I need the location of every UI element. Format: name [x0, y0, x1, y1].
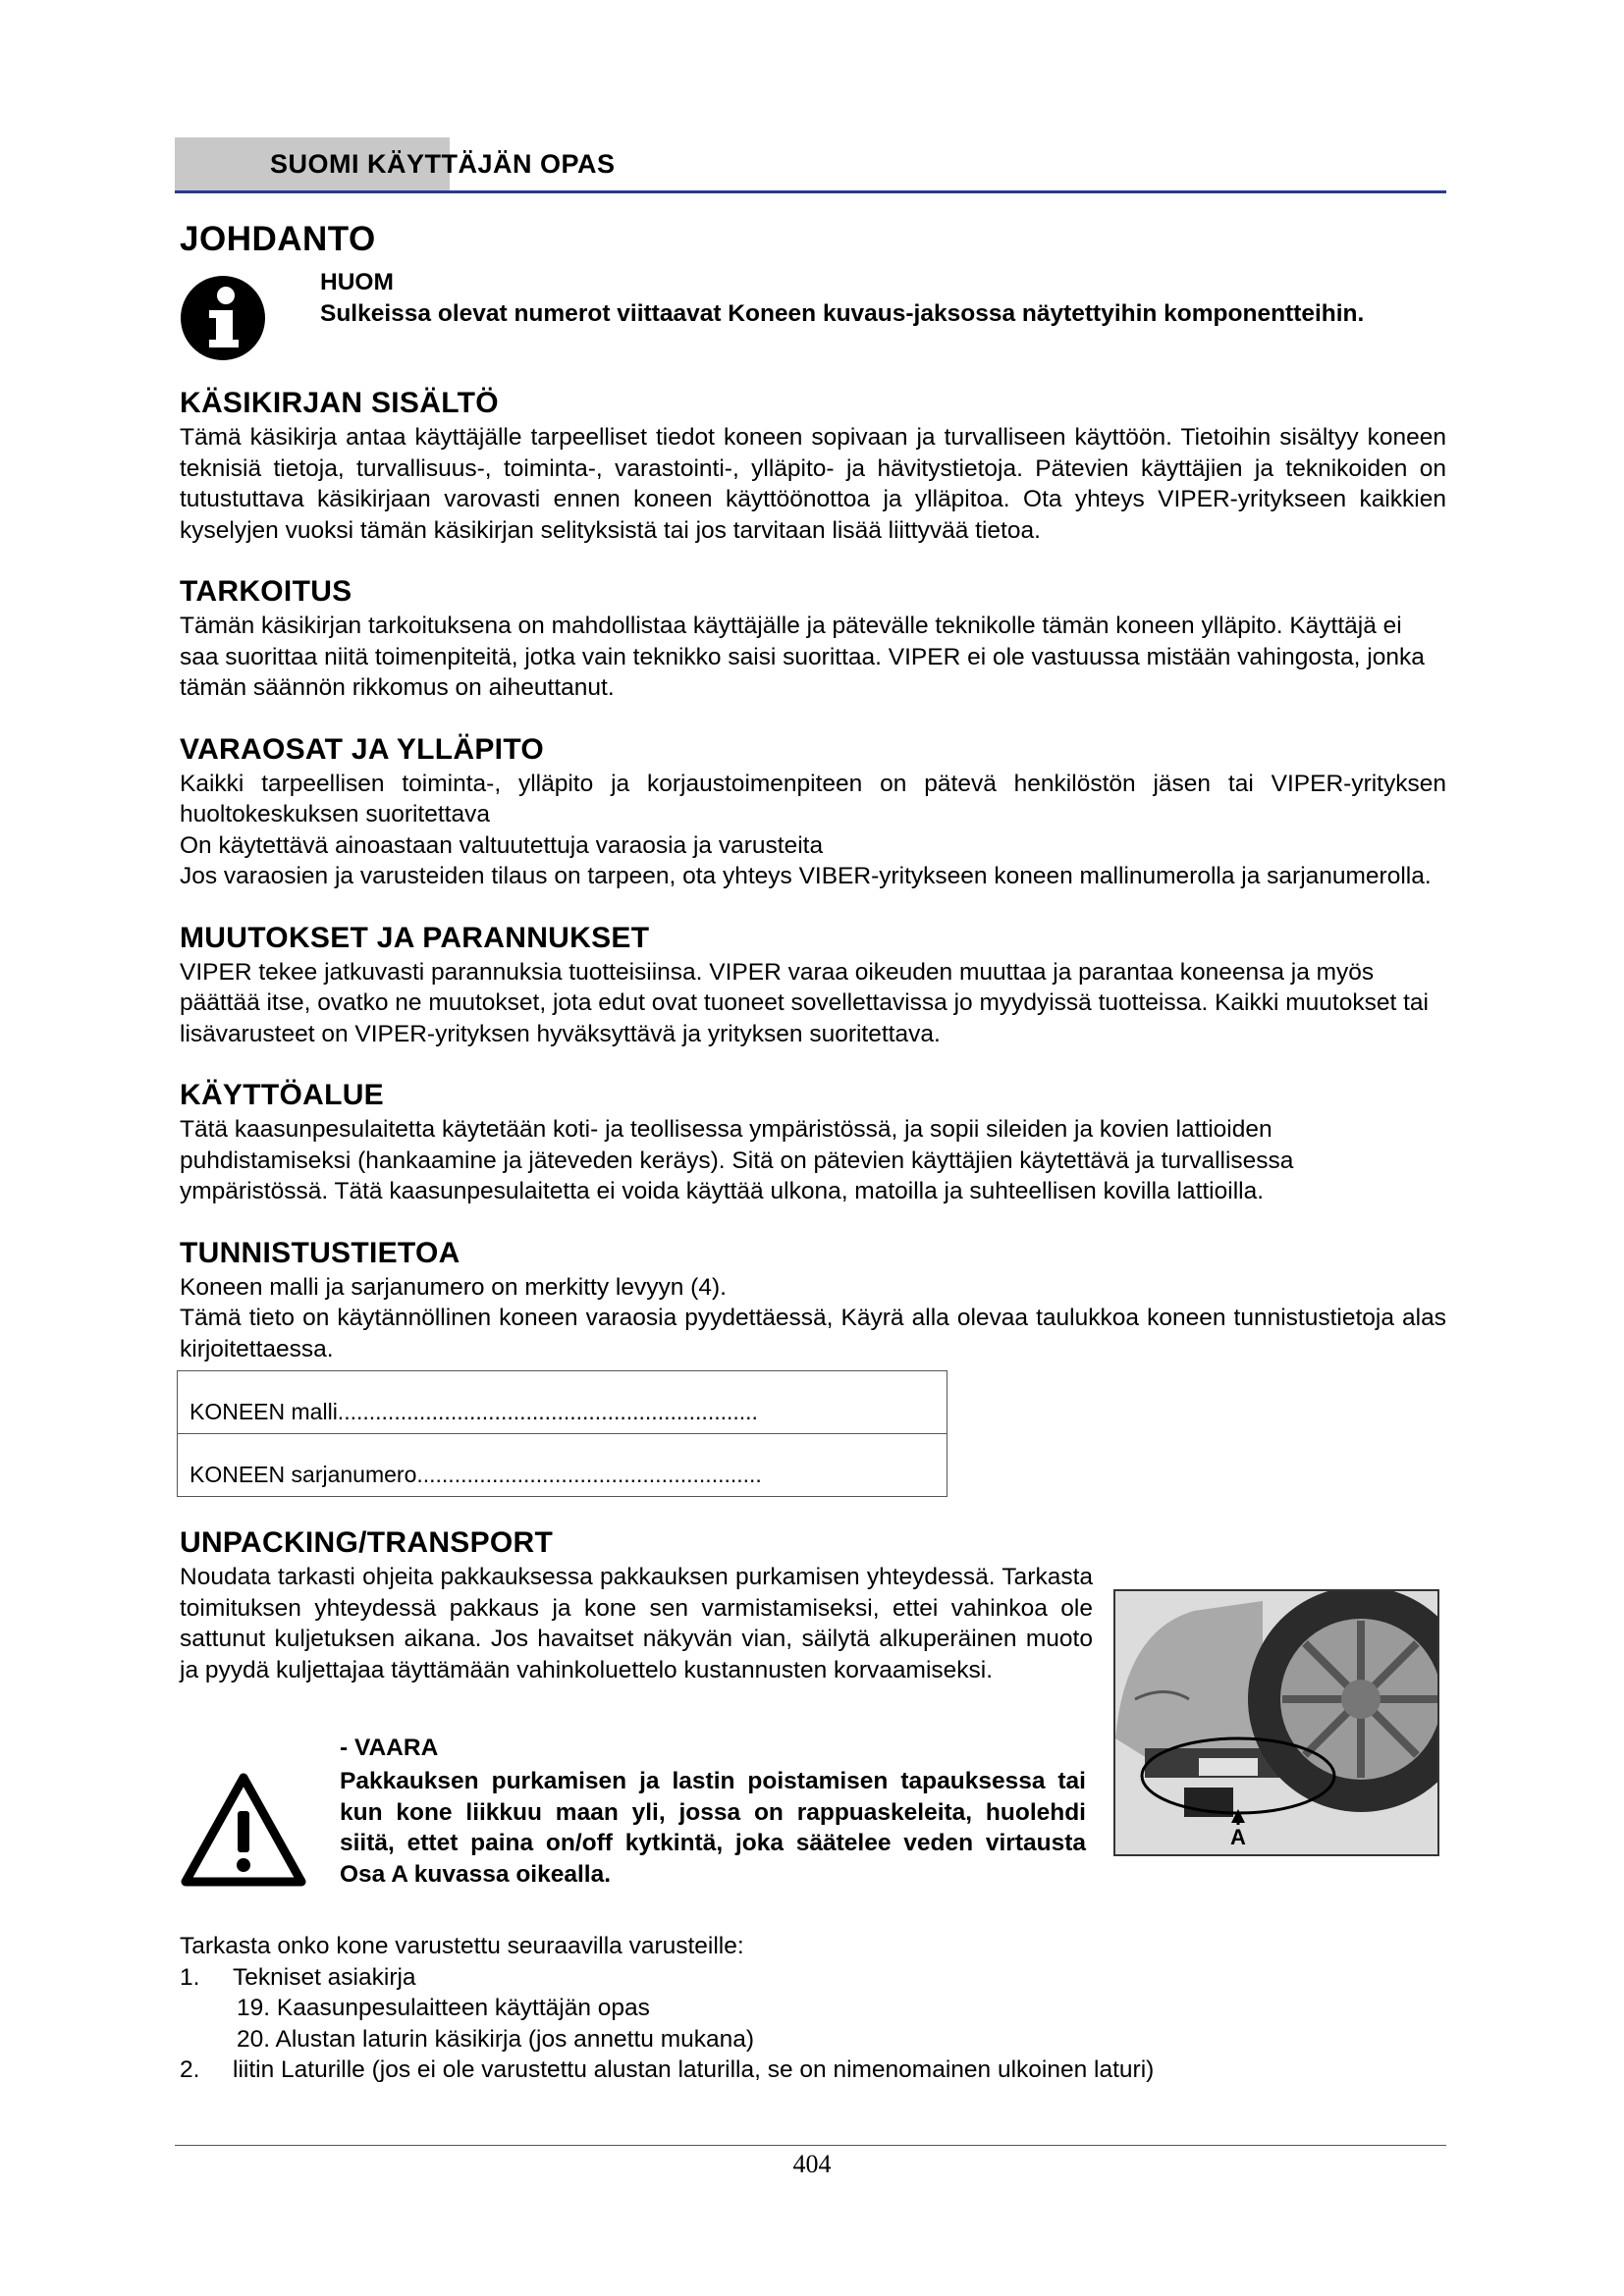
section-text: On käytettävä ainoastaan valtuutettuja varaosia ja varusteita [180, 831, 824, 859]
section-varaosat [175, 733, 1446, 892]
list-text: Tekniset asiakirja [233, 1963, 416, 1991]
page-number: 404 [792, 2150, 832, 2178]
section-unpacking [175, 1526, 1446, 2083]
identification-table [177, 1370, 947, 1497]
accessory-checklist [180, 1931, 1446, 2086]
section-text: Tämän käsikirjan tarkoituksena on mahdollistaa käyttäjälle ja pätevälle teknikolle tämän koneen ylläpito. Käyttäjä ei saa suorittaa niitä toimenpiteitä, jotka vain teknikko saisi suorittaa. VIPER ei ole vastuussa mistään vahingosta, jonka tämän säännön rikkomus on aiheuttanut. [180, 613, 1425, 701]
check-text: Tarkasta onko kone varustettu seuraavilla varusteille: [180, 1933, 744, 1959]
list-item [180, 2055, 1446, 2086]
section-heading: MUUTOKSET JA PARANNUKSET [180, 921, 650, 954]
serial-number-field: KONEEN sarjanumero....................................................... [178, 1434, 947, 1497]
info-icon [180, 275, 266, 361]
model-field: KONEEN malli................................................................... [178, 1371, 947, 1434]
header-title: SUOMI KÄYTTÄJÄN OPAS [270, 149, 616, 179]
section-heading: KÄYTTÖALUE [180, 1079, 384, 1111]
machine-wheel-photo [1113, 1589, 1439, 1856]
section-tarkoitus [175, 575, 1446, 704]
note-block [175, 267, 1446, 373]
warning-icon [180, 1772, 307, 1888]
list-number: 2. [180, 2056, 200, 2083]
section-text: Tämä tieto on käytännöllinen koneen varaosia pyydettäessä, Käyrä alla olevaa taulukkoa koneen tunnistustietoja alas kirjoitettaessa. [180, 1305, 1446, 1362]
section-tunnistus [175, 1237, 1446, 1498]
section-text: Tämä käsikirja antaa käyttäjälle tarpeelliset tiedot koneen sopivaan ja turvalliseen käyttöön. Tietoihin sisältyy koneen teknisiä tietoja, turvallisuus-, toiminta-, varastointi-, ylläpito- ja hävitystietoja. Pätevien käyttäjien ja teknikoiden on tutustuttava käsikirjaan varovasti ennen koneen käyttöönottoa ja ylläpitoa. Ota yhteys VIPER-yritykseen kaikkien kyselyjen vuoksi tämän käsikirjan selityksistä tai jos tarvitaan lisää liittyvää tietoa. [180, 424, 1446, 544]
footer-rule [175, 2145, 1446, 2146]
section-text: Noudata tarkasti ohjeita pakkauksessa pakkauksen purkamisen yhteydessä. Tarkasta toimituksen yhteydessä pakkaus ja kone sen varmistamiseksi, ettei vahinkoa ole sattunut kuljetuksen aikana. Jos havaitset näkyvän vian, säilytä alkuperäinen muoto ja pyydä kuljettajaa täyttämään vahinkoluettelo kustannusten korvaamiseksi. [180, 1564, 1093, 1683]
page-title: JOHDANTO [180, 220, 376, 258]
section-text: Koneen malli ja sarjanumero on merkitty levyyn (4). [180, 1273, 727, 1301]
sub-list-item: 19. Kaasunpesulaitteen käyttäjän opas [237, 1995, 650, 2021]
section-heading: UNPACKING/TRANSPORT [180, 1526, 554, 1559]
section-text: Jos varaosien ja varusteiden tilaus on tarpeen, ota yhteys VIBER-yritykseen koneen mallinumerolla ja sarjanumerolla. [180, 863, 1432, 889]
warning-block [175, 1735, 1098, 1931]
list-item [180, 1962, 1446, 1994]
section-muutokset [175, 922, 1446, 1050]
section-sisalto [175, 387, 1446, 546]
list-text: liitin Laturille (jos ei ole varustettu alustan laturilla, se on nimenomainen ulkoinen laturi) [233, 2056, 1155, 2083]
section-text: Kaikki tarpeellisen toiminta-, ylläpito ja korjaustoimenpiteen on pätevä henkilöstön jäsen tai VIPER-yrityksen huoltokeskuksen suoritettava [180, 770, 1446, 828]
list-number: 1. [180, 1963, 200, 1991]
section-heading: TARKOITUS [180, 575, 352, 608]
header-rule [175, 190, 1446, 193]
note-title: HUOM [320, 269, 394, 295]
manual-page [175, 137, 1446, 2083]
section-text: Tätä kaasunpesulaitetta käytetään koti- ja teollisessa ympäristössä, ja sopii sileiden ja kovien lattioiden puhdistamiseksi (hankaamine ja jäteveden keräys). Sitä on pätevien käyttäjien käytettävä ja turvallisessa ympäristössä. Tätä kaasunpesulaitetta ei voida käyttää ulkona, matoilla ja suhteellisen kovilla lattioilla. [180, 1116, 1294, 1204]
warning-title: - VAARA [340, 1735, 439, 1761]
machine-wheel-illustration [1115, 1591, 1437, 1854]
section-heading: VARAOSAT JA YLLÄPITO [180, 732, 545, 766]
note-text: Sulkeissa olevat numerot viittaavat Koneen kuvaus-jaksossa näytettyihin komponentteihin. [320, 300, 1365, 327]
warning-text: Pakkauksen purkamisen ja lastin poistamisen tapauksessa tai kun kone liikkuu maan yli, jossa on rappuaskeleita, huolehdi siitä, ettet paina on/off kytkintä, joka säätelee veden virtausta Osa A kuvassa oikealla. [340, 1768, 1086, 1888]
photo-label: A [1227, 1825, 1249, 1850]
section-text: VIPER tekee jatkuvasti parannuksia tuotteisiinsa. VIPER varaa oikeuden muuttaa ja parantaa koneensa ja myös päättää itse, ovatko ne muutokset, jota edut ovat tuoneet sovellettavissa jo myydyissä tuotteissa. Kaikki muutokset tai lisävarusteet on VIPER-yrityksen hyväksyttävä ja yrityksen suoritettava. [180, 958, 1429, 1047]
sub-list-item: 20. Alustan laturin käsikirja (jos annettu mukana) [237, 2025, 755, 2053]
section-heading: TUNNISTUSTIETOA [180, 1236, 460, 1269]
section-heading: KÄSIKIRJAN SISÄLTÖ [180, 387, 499, 419]
section-kayttoalue [175, 1079, 1446, 1207]
page-header [175, 137, 1446, 192]
